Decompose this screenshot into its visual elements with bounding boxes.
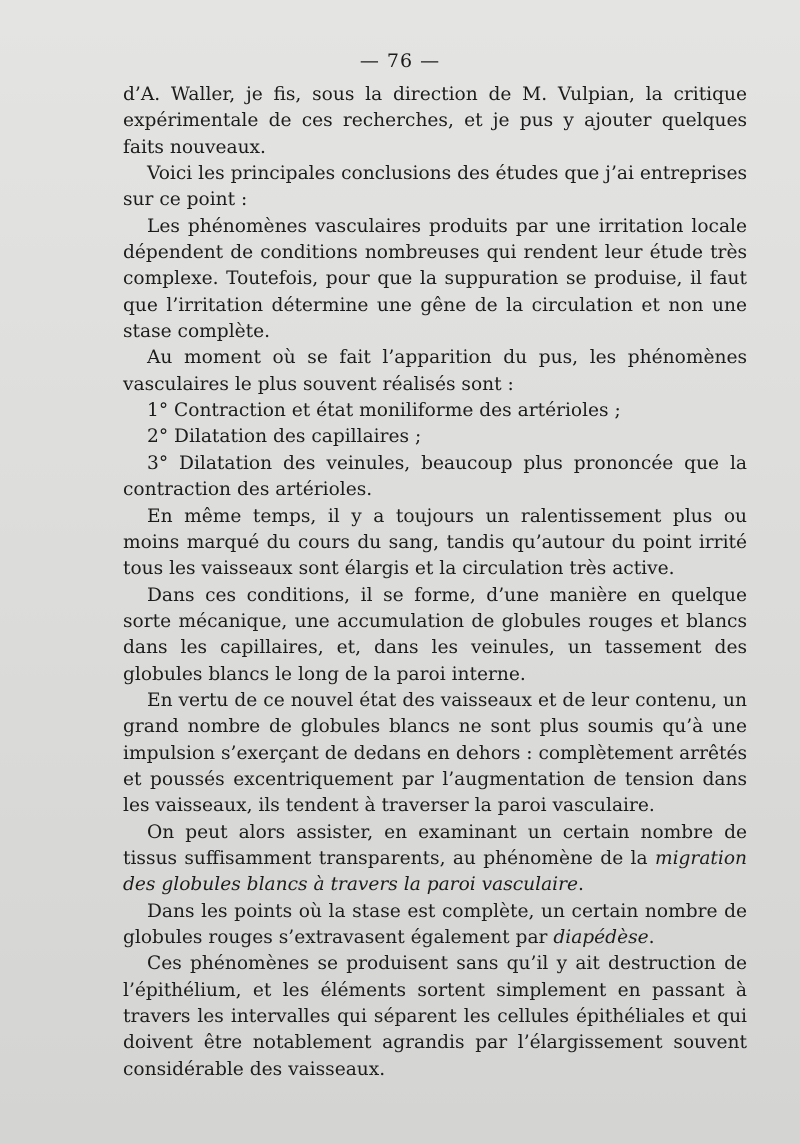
migration-end: . xyxy=(578,874,584,896)
list-item-capillaries: 2° Dilatation des capillaires ; xyxy=(147,426,422,448)
paragraph-conclusions-intro: Voici les principales conclusions des études que j’ai entreprises sur ce point : xyxy=(123,163,747,211)
paragraph-vascular-phenomena: Les phénomènes vasculaires produits par une irritation locale dépendent de conditions nombreuses qui rendent leur étude très complexe. Toutefois, pour que la suppuration se produise, il faut que l’irritation détermine une gêne de la circulation et non une stase complète. xyxy=(123,215,747,343)
paragraph-slowing: En même temps, il y a toujours un ralentissement plus ou moins marqué du cours du sang, tandis qu’autour du point irrité tous les vaisseaux sont élargis et la circulation très active. xyxy=(123,505,747,580)
paragraph-vessel-state: En vertu de ce nouvel état des vaisseaux et de leur contenu, un grand nombre de globules blancs ne sont plus soumis qu’à une impulsion s’exerçant de dedans en dehors : complètement arrêtés et poussés excentriquement par l’augmentation de tension dans les vaisseaux, ils tendent à traverser la paroi vasculaire. xyxy=(123,689,747,817)
paragraph-diapedese xyxy=(123,899,747,952)
diapedese-text: Dans les points où la stase est complète, un certain nombre de globules rouges s’extravasent également par xyxy=(123,900,747,948)
paragraph-waller: d’A. Waller, je fis, sous la direction de M. Vulpian, la critique expérimentale de ces recherches, et je pus y ajouter quelques faits nouveaux. xyxy=(123,84,747,158)
list-item-contraction: 1° Contraction et état moniliforme des artérioles ; xyxy=(147,400,621,422)
diapedese-end: . xyxy=(648,927,655,948)
diapedese-emphasis: diapédèse xyxy=(553,927,649,948)
body-text xyxy=(123,82,747,1083)
migration-text: On peut alors assister, en examinant un certain nombre de tissus suffisamment transparents, au phénomène de la xyxy=(123,821,747,869)
paragraph-accumulation: Dans ces conditions, il se forme, d’une manière en quelque sorte mécanique, une accumulation de globules rouges et blancs dans les capillaires, et, dans les veinules, un tassement des globules blancs le long de la paroi interne. xyxy=(123,584,747,685)
page-number: — 76 — xyxy=(359,50,441,72)
paragraph-migration xyxy=(123,820,747,899)
migration-emphasis: migration des globules blancs à travers la paroi vasculaire xyxy=(123,847,747,896)
paragraph-pus-appearance: Au moment où se fait l’apparition du pus, les phénomènes vasculaires le plus souvent réalisés sont : xyxy=(123,347,747,395)
list-item-venules: 3° Dilatation des veinules, beaucoup plus prononcée que la contraction des artérioles. xyxy=(123,452,747,501)
paragraph-epithelium: Ces phénomènes se produisent sans qu’il y ait destruction de l’épithélium, et les éléments sortent simplement en passant à travers les intervalles qui séparent les cellules épithéliales et qui doivent être notablement agrandis par l’élargissement souvent considérable des vaisseaux. xyxy=(123,953,747,1080)
